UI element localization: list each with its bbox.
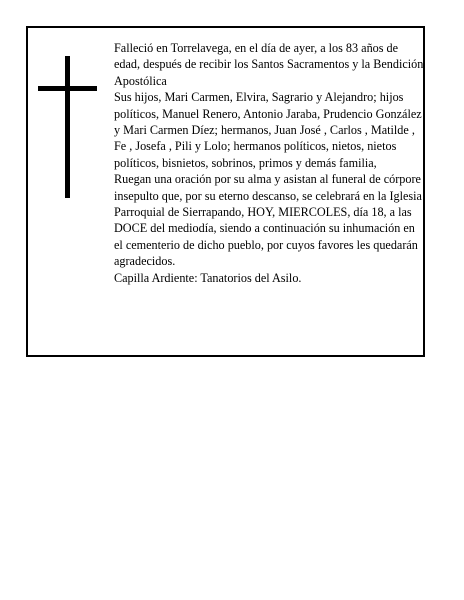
death-announcement-paragraph: Falleció en Torrelavega, en el día de ayer, a los 83 años de edad, después de recibir los Santos Sacramentos y la Bendición Apostólica [114,41,424,88]
notice-body [114,40,426,286]
cross-horizontal-bar [38,86,97,91]
family-list-paragraph: Sus hijos, Mari Carmen, Elvira, Sagrario y Alejandro; hijos políticos, Manuel Renero, Antonio Jaraba, Prudencio González y Mari Carmen Díez; hermanos, Juan José , Carlos , Matilde , Fe , Josefa , Pili y Lolo; hermanos políticos, nietos, nietos políticos, bisnietos, sobrinos, primos y demás familia, [114,90,422,170]
chapel-location-paragraph: Capilla Ardiente: Tanatorios del Asilo. [114,270,302,285]
funeral-details-paragraph: Ruegan una oración por su alma y asistan al funeral de córpore insepulto que, por su eterno descanso, se celebrará en la Iglesia Parroquial de Sierrapando, HOY, MIERCOLES, día 18, a las DOCE del mediodía, siendo a continuación su inhumación en el cementerio de dicho pueblo, por cuyos favores les quedarán agradecidos. [114,172,422,269]
obituary-notice [26,26,425,357]
cross-vertical-bar [65,56,70,198]
